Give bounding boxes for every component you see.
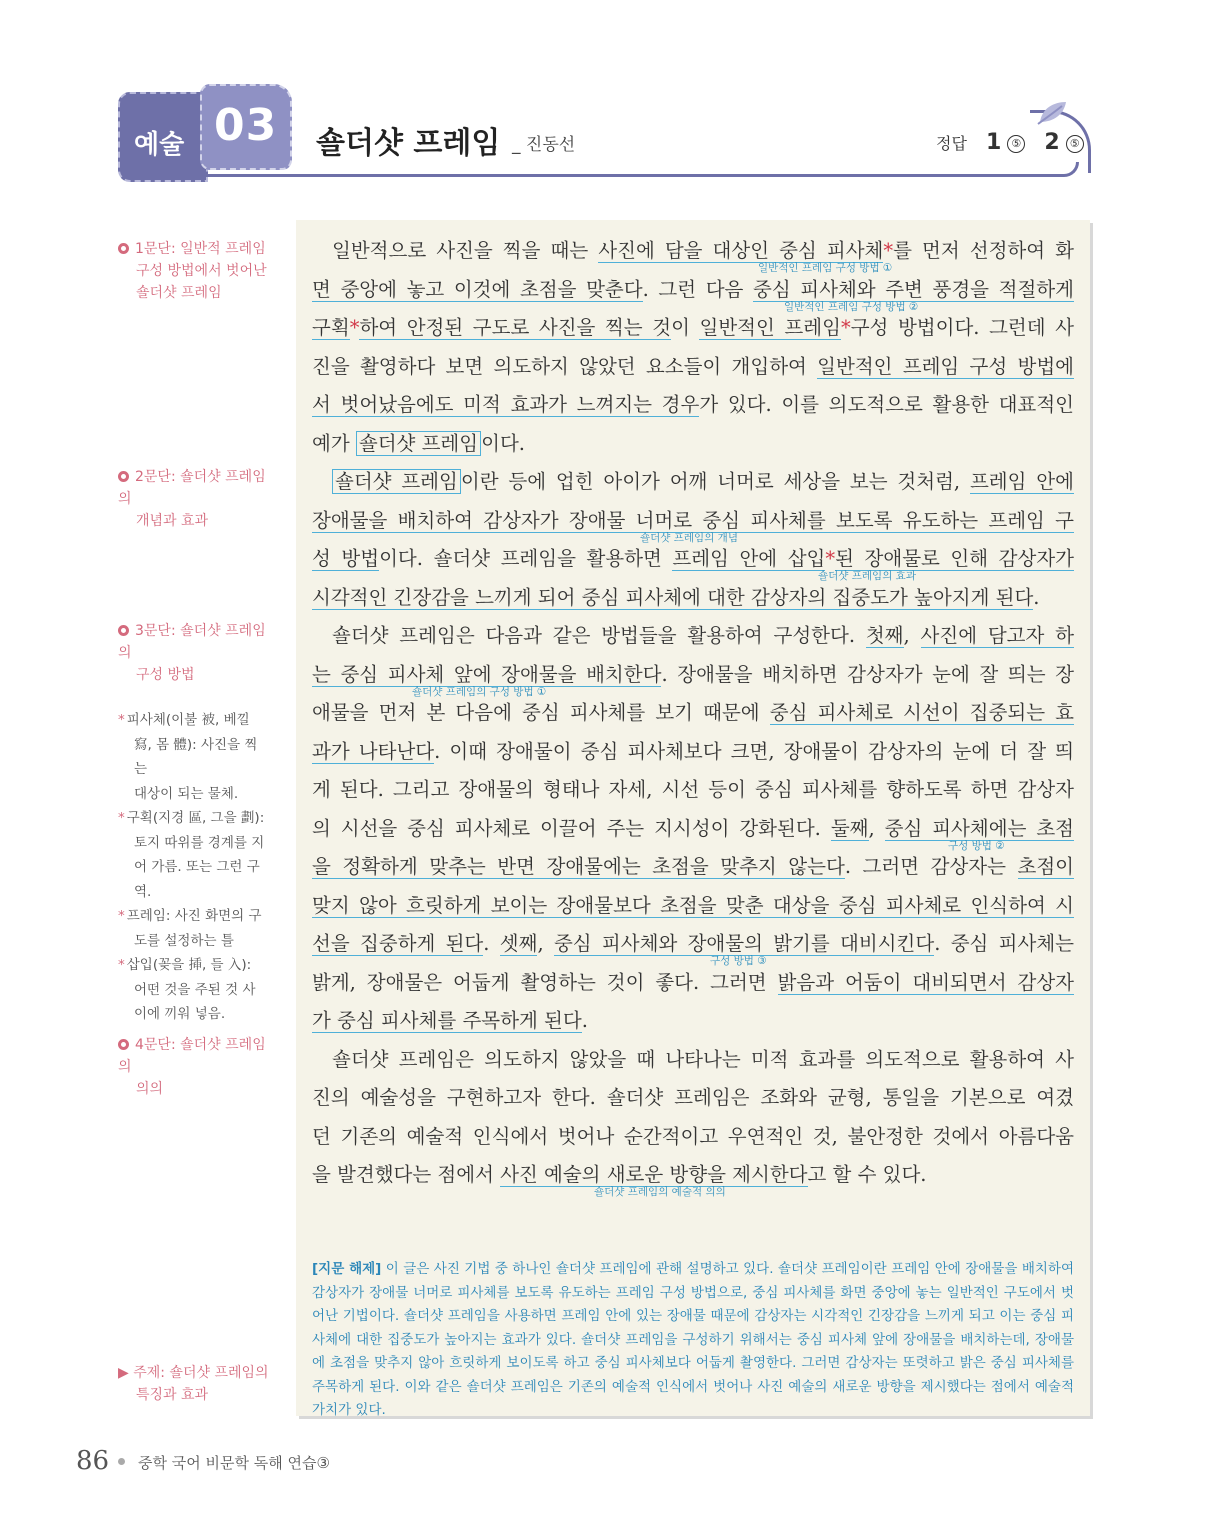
side-note-2: 2문단: 숄더샷 프레임의 개념과 효과 [118, 469, 266, 529]
paragraph-1: 일반적으로 사진을 찍을 때는 사진에 담을 대상인 중심 피사체*를 먼저 선정하여 화 일반적인 프레임 구성 방법 ① 면 중앙에 놓고 이것에 초점을 맞춘다. 그런 다음 중심 피사체와 주변 풍경을 적절하게 일반적인 프레임 구성 방법 ② 구획*하여 안정된 구도로 사진을 찍는 것이 일반적인 프레임*구성 방법이다. 그런데 사 진을 촬영하다 보면 의도하지 않았던 요소들이 개입하여 일반적인 프레임 구성 방법에 서 벗어났음에도 미적 효과가 느껴지는 경우가 있다. 이를 의도적으로 활용한 대표적인 예가 숄더샷 프레임 이다. [312, 239, 1075, 455]
side-note-1: 1문단: 일반적 프레임 구성 방법에서 벗어난 숄더샷 프레임 [118, 238, 278, 304]
passage-summary [312, 1258, 1074, 1423]
bullet-icon [118, 243, 129, 254]
summary-label: [지문 해제] [312, 1261, 382, 1277]
lesson-number: 03 [214, 100, 278, 151]
glossary-item: * 구획(지경 區, 그을 劃): 토지 따위를 경계를 지 어 가름. 또는 그런 구 역. [118, 810, 265, 900]
answer-a1: ⑤ [1007, 135, 1025, 153]
paragraph-3: 숄더샷 프레임은 다음과 같은 방법들을 활용하여 구성한다. 첫째, 사진에 담고자 하 는 중심 피사체 앞에 장애물을 배치한다. 장애물을 배치하면 감상자가 눈에 잘 띄는 장 숄더샷 프레임의 구성 방법 ① 애물을 먼저 본 다음에 중심 피사체를 보기 때문에 중심 피사체로 시선이 집중되는 효 과가 나타난다. 이때 장애물이 중심 피사체보다 크면, 장애물이 감상자의 눈에 더 잘 띄 게 된다. 그리고 장애물의 형태나 자세, 시선 등이 중심 피사체를 향하도록 하면 감상자 의 시선을 중심 피사체로 이끌어 주는 지시성이 강화된다. 둘째, 중심 피사체에는 초점 구성 방법 ② 을 정확하게 맞추는 반면 장애물에는 초점을 맞추지 않는다. 그러면 감상자는 초점이 맞지 않아 흐릿하게 보이는 장애물보다 초점을 맞춘 대상을 중심 피사체로 인식하여 시 선을 집중하게 된다. 셋째, 중심 피사체와 장애물의 밝기를 대비시킨다. 중심 피사체는 구성 방법 ③ 밝게, 장애물은 어둡게 촬영하는 것이 좋다. 그러면 밝음과 어둠이 대비되면서 감상자 가 중심 피사체를 주목하게 된다. [312, 624, 1075, 1032]
page-title: 숄더샷 프레임 [316, 126, 501, 161]
lesson-number-badge [200, 84, 292, 170]
glossary-item: * 프레임: 사진 화면의 구 도를 설정하는 틀 [118, 908, 262, 949]
bullet-icon [118, 1039, 129, 1050]
book-title: 중학 국어 비문학 독해 연습③ [138, 1454, 330, 1472]
annotation: 숄더샷 프레임의 효과 [818, 570, 916, 582]
annotation: 숄더샷 프레임의 개념 [640, 531, 738, 544]
header-rule [206, 162, 1079, 177]
paragraph-2: 숄더샷 프레임 이란 등에 업힌 아이가 어깨 너머로 세상을 보는 것처럼, 프레임 안에 장애물을 배치하여 감상자가 장애물 너머로 중심 피사체를 보도록 유도하는 프레임 구 숄더샷 프레임의 개념 성 방법이다. 숄더샷 프레임을 활용하면 프레임 안에 삽입*된 장애물로 인해 감상자가 숄더샷 프레임의 효과 시각적인 긴장감을 느끼게 되어 중심 피사체에 대한 감상자의 집중도가 높아지게 된다. [312, 470, 1075, 609]
answer-a2: ⑤ [1066, 135, 1084, 153]
bullet-icon [118, 471, 129, 482]
answer-label: 정답 [936, 134, 967, 153]
annotation: 숄더샷 프레임의 구성 방법 ① [412, 685, 547, 698]
answer-q1: 1 [986, 130, 1002, 155]
answer-key [936, 130, 1084, 155]
summary-text: 이 글은 사진 기법 중 하나인 숄더샷 프레임에 관해 설명하고 있다. 숄더샷 프레임이란 프레임 안에 장애물을 배치하여 감상자가 장애물 너머로 피사체를 보도록 유도하는 프레임 구성 방법으로, 중심 피사체를 화면 중앙에 놓는 일반적인 구도에서 벗어난 기법이다. 숄더샷 프레임을 사용하면 프레임 안에 있는 장애물 때문에 감상자는 시각적인 긴장감을 느끼게 되고 이는 중심 피사체에 대한 집중도가 높아지는 효과가 있다. 숄더샷 프레임을 구성하기 위해서는 중심 피사체 앞에 장애물을 배치하는데, 장애물에 초점을 맞추지 않아 흐릿하게 보이도록 하고 중심 피사체보다 어둡게 촬영한다. 그러면 감상자는 또렷하고 밝은 중심 피사체를 주목하게 된다. 이와 같은 숄더샷 프레임은 기존의 예술적 인식에서 벗어나 사진 예술의 새로운 방향을 제시했다는 점에서 예술적 가치가 있다. [312, 1261, 1074, 1418]
annotation: 일반적인 프레임 구성 방법 ② [784, 300, 919, 313]
subject-tab [118, 92, 208, 182]
passage [312, 232, 1075, 1198]
annotation: 일반적인 프레임 구성 방법 ① [758, 262, 893, 274]
glossary-item: * 피사체(이불 被, 베낄 寫, 몸 體): 사진을 찍는 대상이 되는 물체. [118, 712, 258, 802]
annotation: 구성 방법 ③ [710, 955, 767, 967]
leaf-icon [1036, 100, 1070, 126]
page-number: 86 [76, 1446, 110, 1476]
paragraph-4: 숄더샷 프레임은 의도하지 않았을 때 나타나는 미적 효과를 의도적으로 활용하여 사 진의 예술성을 구현하고자 한다. 숄더샷 프레임은 조화와 균형, 통일을 기본으로 여겼 던 기존의 예술적 인식에서 벗어나 순간적이고 우연적인 것, 불안정한 것에서 아름다움 을 발견했다는 점에서 사진 예술의 새로운 방향을 제시한다고 할 수 있다. 숄더샷 프레임의 예술적 의의 [312, 1047, 1074, 1198]
side-note-4: 4문단: 숄더샷 프레임의 의의 [118, 1037, 266, 1097]
annotation: 숄더샷 프레임의 예술적 의의 [594, 1186, 726, 1198]
glossary [118, 708, 268, 1027]
answer-q2: 2 [1044, 130, 1060, 155]
bullet-icon [118, 625, 129, 636]
author: _ 진동선 [512, 135, 576, 155]
theme-note: ▶ 주제: 숄더샷 프레임의 특징과 효과 [118, 1365, 269, 1403]
subject-label: 예술 [134, 130, 185, 160]
side-note-3: 3문단: 숄더샷 프레임의 구성 방법 [118, 623, 266, 683]
annotation: 구성 방법 ② [948, 839, 1005, 852]
glossary-item: * 삽입(꽂을 揷, 들 入): 어떤 것을 주된 것 사 이에 끼워 넣음. [118, 957, 256, 1022]
footer-bullet [118, 1458, 125, 1465]
